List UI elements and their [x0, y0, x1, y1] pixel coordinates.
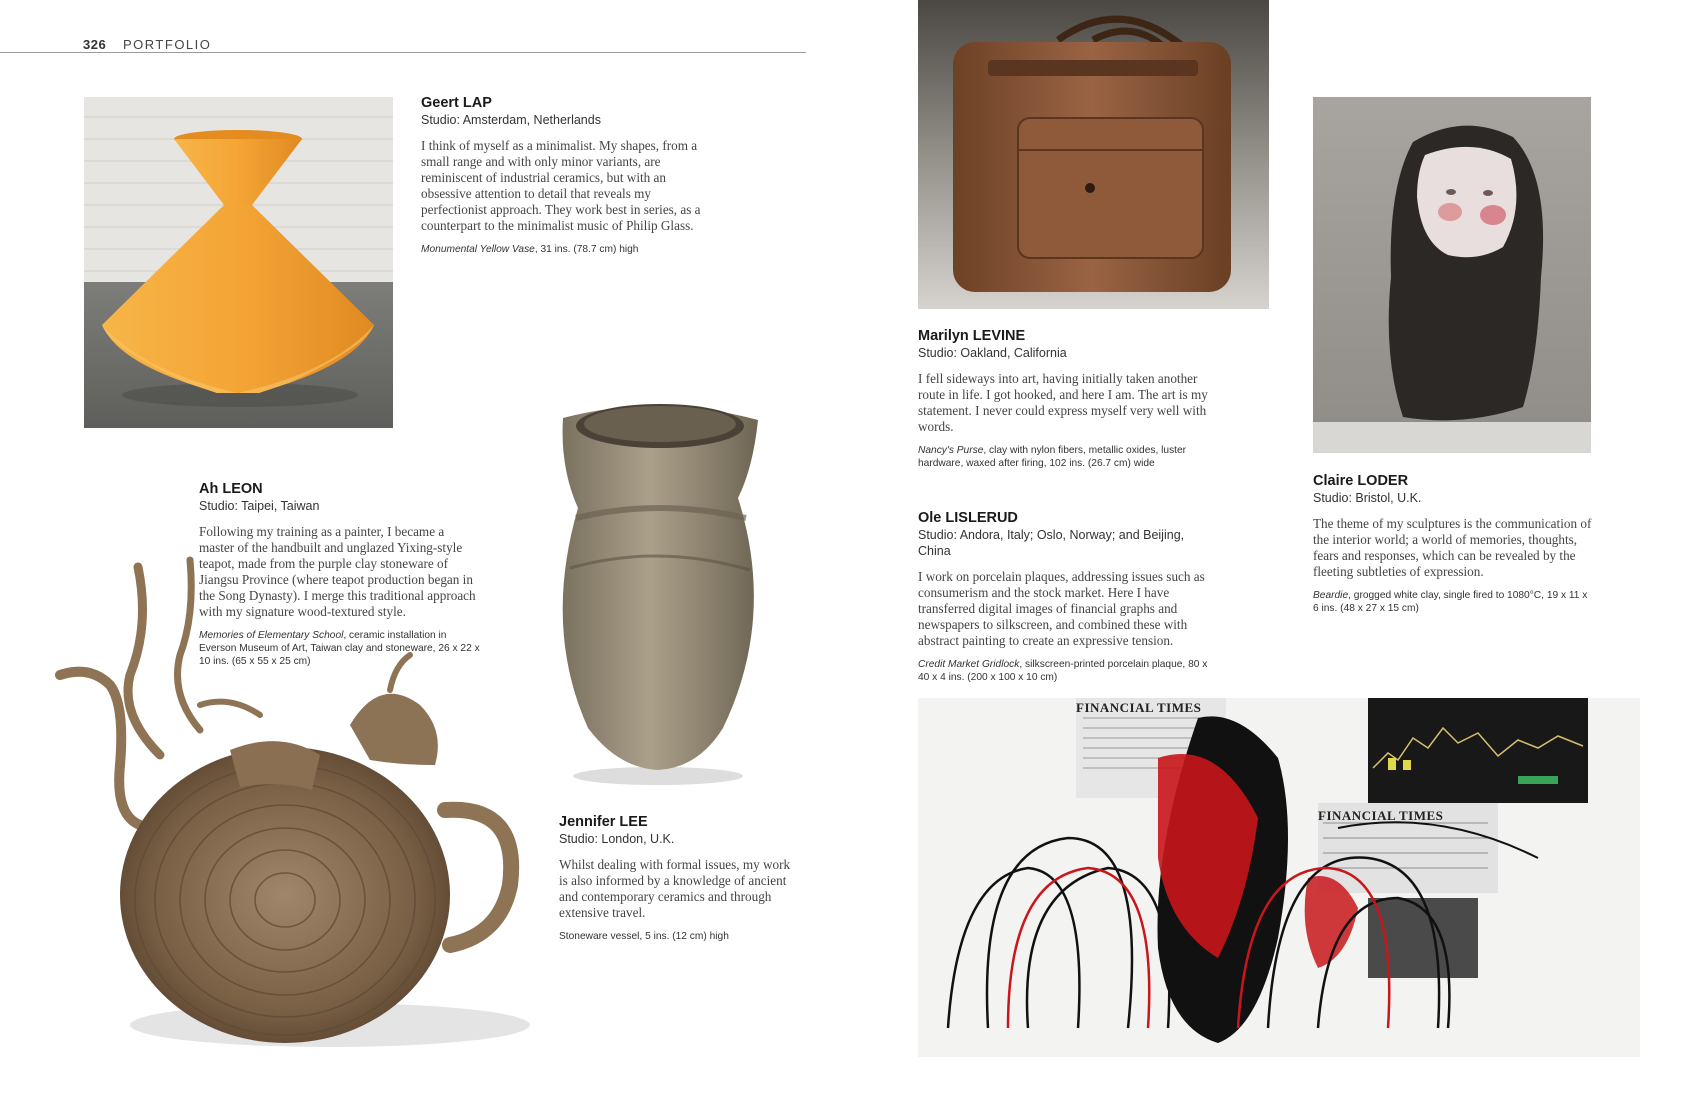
artist-name: Ole LISLERUD [918, 510, 1018, 526]
artist-statement: The theme of my sculptures is the communication of the interior world; a world of memories, thoughts, fears and responses, which can be revealed by the fleeting subtleties of expression. [1313, 516, 1592, 579]
artist-studio: Studio: Taipei, Taiwan [199, 499, 320, 513]
artist-statement: Following my training as a painter, I became a master of the handbuilt and unglazed Yixing-style teapot, made from the purple clay stoneware of Jiangsu Province (where teapot production began in the Song Dynasty). I merge this traditional approach with my signature wood-textured style. [199, 524, 476, 619]
artist-name: Claire LODER [1313, 473, 1409, 489]
artwork-caption: Credit Market Gridlock, silkscreen-printed porcelain plaque, 80 x 40 x 4 ins. (200 x 100 x 10 cm) [918, 659, 1208, 683]
artist-studio: Studio: Bristol, U.K. [1313, 491, 1422, 505]
beardie-sculpture-photo [1313, 97, 1591, 453]
artist-block-ole-lislerud [918, 509, 1218, 684]
artwork-caption: Stoneware vessel, 5 ins. (12 cm) high [559, 931, 729, 942]
stoneware-vessel-photo [548, 398, 768, 790]
artist-studio: Studio: Amsterdam, Netherlands [421, 113, 601, 127]
artist-statement: I fell sideways into art, having initially taken another route in life. I got hooked, and here I am. The art is my statement. I never could express myself very well with words. [918, 371, 1208, 434]
header-rule [0, 52, 806, 53]
newspaper-masthead: FINANCIAL TIMES [1318, 808, 1444, 823]
running-header: PORTFOLIO [123, 37, 212, 52]
artist-name: Ah LEON [199, 481, 263, 497]
artist-name: Marilyn LEVINE [918, 328, 1026, 344]
artwork-caption: Memories of Elementary School, ceramic installation in Everson Museum of Art, Taiwan clay and stoneware, 26 x 22 x 10 ins. (65 x 55 x 25 cm) [199, 630, 480, 667]
artist-studio: Studio: Oakland, California [918, 346, 1067, 360]
artist-name: Geert LAP [421, 95, 492, 111]
yellow-vase-photo [84, 97, 393, 428]
artist-studio: Studio: London, U.K. [559, 832, 675, 846]
artist-statement: Whilst dealing with formal issues, my work is also informed by a knowledge of ancient and contemporary ceramics and through extensive travel. [559, 857, 791, 920]
artist-block-jennifer-lee [559, 813, 799, 943]
page-number: 326 [83, 37, 107, 52]
artist-statement: I think of myself as a minimalist. My shapes, from a small range and with only minor variants, are reminiscent of industrial ceramics, but with an obsessive attention to detail that reveals my perfectionist approach. They work best in series, as a counterpart to the minimalist music of Philip Glass. [421, 138, 701, 233]
artist-name: Jennifer LEE [559, 814, 648, 830]
leather-purse-photo [918, 0, 1269, 309]
artwork-caption: Beardie, grogged white clay, single fired to 1080°C, 19 x 11 x 6 ins. (48 x 27 x 15 cm) [1313, 590, 1588, 614]
artist-block-claire-loder [1313, 472, 1595, 615]
credit-market-gridlock-photo [918, 698, 1640, 1057]
newspaper-masthead: FINANCIAL TIMES [1076, 700, 1202, 715]
wood-teapot-photo [50, 555, 550, 1075]
artwork-caption: Monumental Yellow Vase, 31 ins. (78.7 cm) high [421, 244, 639, 255]
artist-block-geert-lap [421, 94, 711, 256]
artist-studio: Studio: Andora, Italy; Oslo, Norway; and Beijing, China [918, 528, 1185, 558]
artwork-caption: Nancy's Purse, clay with nylon fibers, metallic oxides, luster hardware, waxed after firing, 102 ins. (26.7 cm) wide [918, 445, 1187, 469]
artist-block-marilyn-levine [918, 327, 1223, 470]
artist-statement: I work on porcelain plaques, addressing issues such as consumerism and the stock market. Here I have transferred digital images of financial graphs and newspapers to silkscreen, and combined these with abstract painting to create an expressive tension. [918, 569, 1205, 648]
